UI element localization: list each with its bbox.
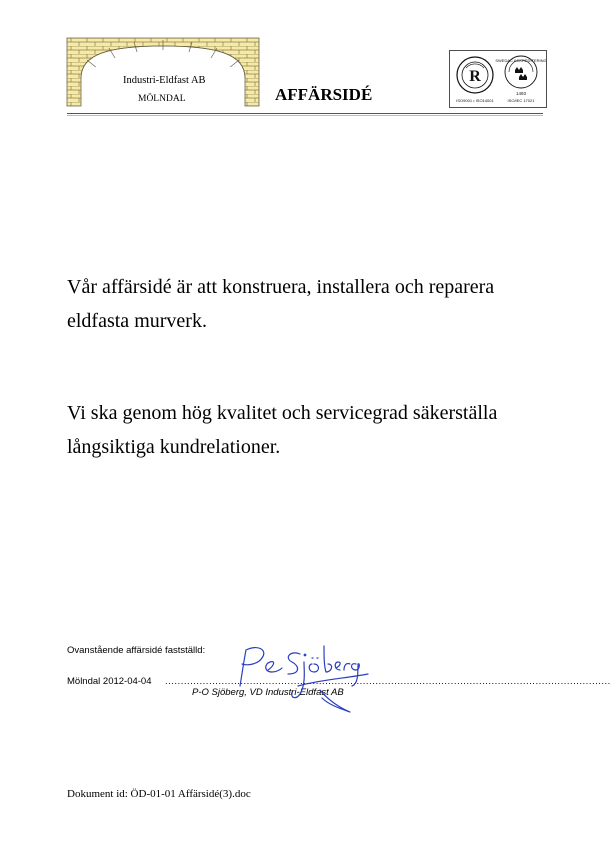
header-divider — [67, 113, 543, 114]
company-city: MÖLNDAL — [138, 94, 186, 104]
business-idea-statement: Vår affärsidé är att konstruera, installera och reparera eldfasta murverk. — [67, 276, 495, 332]
svg-text:ISO/IEC 17021: ISO/IEC 17021 — [507, 98, 535, 103]
header-divider-shadow — [67, 115, 543, 116]
certification-logo-icon — [449, 50, 547, 108]
document-title: AFFÄRSIDÉ — [275, 85, 373, 104]
svg-text:ISO9001 • ISO14001: ISO9001 • ISO14001 — [456, 98, 494, 103]
adopted-label: Ovanstående affärsidé fastställd: — [67, 645, 206, 656]
document-id: Dokument id: ÖD-01-01 Affärsidé(3).doc — [67, 788, 251, 800]
svg-text:R: R — [469, 68, 481, 85]
handwritten-signature-icon — [228, 640, 378, 718]
place-date: Mölndal 2012-04-04 — [67, 676, 152, 687]
page-header — [67, 38, 547, 114]
quality-statement: Vi ska genom hög kvalitet och servicegrad säkerställa långsiktiga kundrelationer. — [67, 402, 498, 458]
signature-line: .............................................................................................................................................. — [165, 676, 611, 687]
svg-text:SWEDAC ACKREDITERING: SWEDAC ACKREDITERING — [495, 58, 547, 63]
svg-text:1493: 1493 — [515, 91, 527, 96]
signatory-name: P-O Sjöberg, VD Industri-Eldfast AB — [192, 687, 344, 698]
company-name: Industri-Eldfast AB — [123, 75, 206, 86]
